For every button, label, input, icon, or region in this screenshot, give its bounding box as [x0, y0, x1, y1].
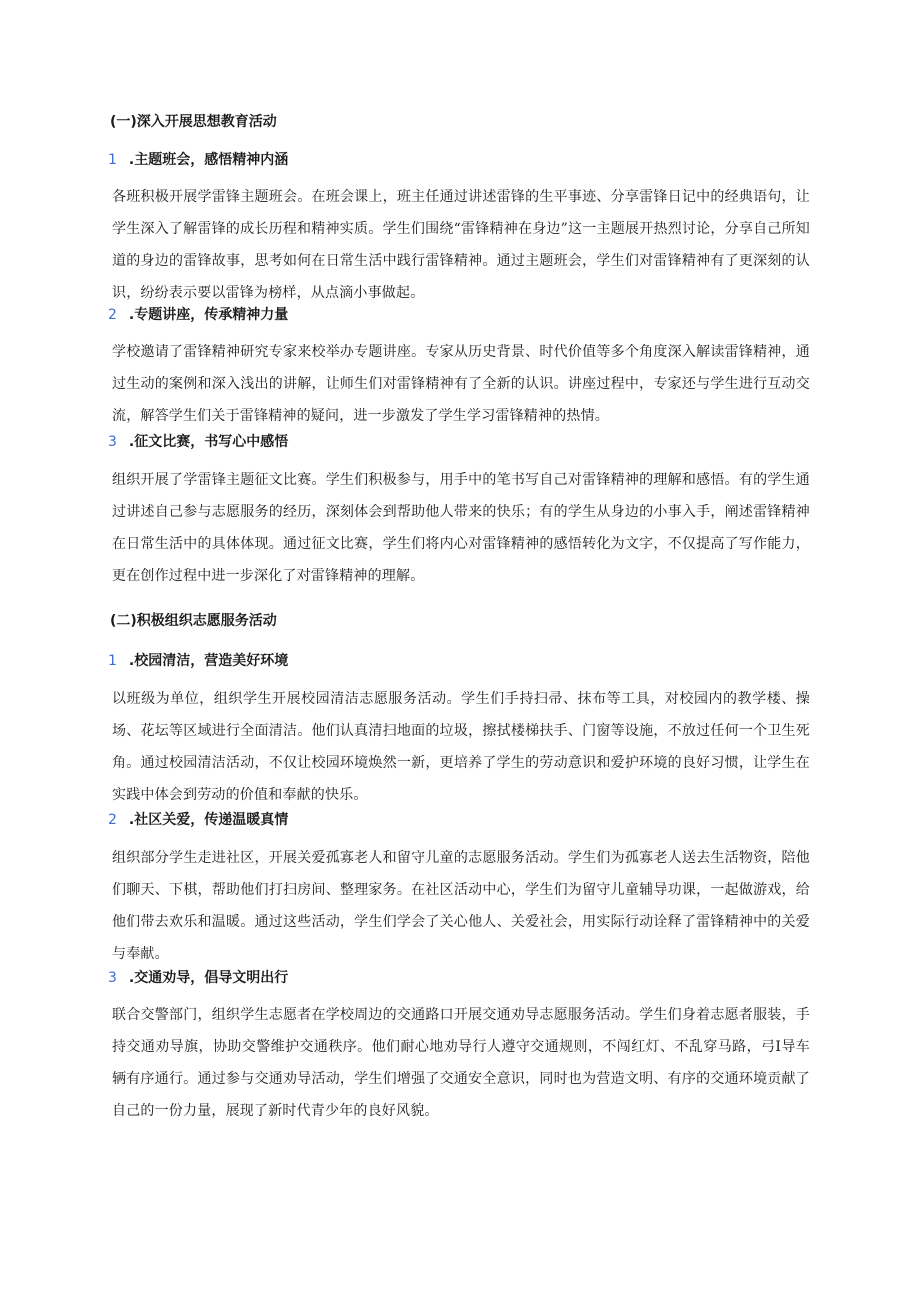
item-number: 2	[108, 812, 117, 828]
item-title: .专题讲座，传承精神力量	[128, 307, 289, 323]
section-title-2: (二)积极组织志愿服务活动	[110, 613, 277, 629]
sub-heading-1-1	[108, 150, 288, 170]
section-title-1: (一)深入开展思想教育活动	[110, 114, 277, 130]
sub-heading-1-3	[108, 432, 288, 452]
item-title: .校园清洁，营造美好环境	[128, 653, 289, 669]
item-number: 3	[108, 434, 117, 450]
paragraph-2-2: 组织部分学生走进社区，开展关爱孤寡老人和留守儿童的志愿服务活动。学生们为孤寡老人送去生活物资，陪他们聊天、下棋，帮助他们打扫房间、整理家务。在社区活动中心，学生们为留守儿童辅导功课，一起做游戏，给他们带去欢乐和温暖。通过这些活动，学生们学会了关心他人、关爱社会，用实际行动诠释了雷锋精神中的关爱与奉献。	[112, 850, 810, 962]
sub-heading-2-2	[108, 810, 288, 830]
sub-heading-2-1	[108, 651, 288, 671]
paragraph-1-2: 学校邀请了雷锋精神研究专家来校举办专题讲座。专家从历史背景、时代价值等多个角度深入解读雷锋精神，通过生动的案例和深入浅出的讲解，让师生们对雷锋精神有了全新的认识。讲座过程中，专家还与学生进行互动交流，解答学生们关于雷锋精神的疑问，进一步激发了学生学习雷锋精神的热情。	[112, 344, 810, 424]
item-title: .主题班会，感悟精神内涵	[128, 152, 289, 168]
item-number: 3	[108, 970, 117, 986]
sub-heading-2-3	[108, 968, 288, 988]
sub-heading-1-2	[108, 305, 288, 325]
item-title: .交通劝导，倡导文明出行	[128, 970, 289, 986]
item-number: 1	[108, 152, 117, 168]
paragraph-2-1: 以班级为单位，组织学生开展校园清洁志愿服务活动。学生们手持扫帚、抹布等工具，对校园内的教学楼、操场、花坛等区域进行全面清洁。他们认真清扫地面的垃圾，擦拭楼梯扶手、门窗等设施，不放过任何一个卫生死角。通过校园清洁活动，不仅让校园环境焕然一新，更培养了学生的劳动意识和爱护环境的良好习惯，让学生在实践中体会到劳动的价值和奉献的快乐。	[112, 691, 810, 803]
item-title: .社区关爱，传递温暖真情	[128, 812, 289, 828]
item-number: 1	[108, 653, 117, 669]
paragraph-2-3: 联合交警部门，组织学生志愿者在学校周边的交通路口开展交通劝导志愿服务活动。学生们身着志愿者服装，手持交通劝导旗，协助交警维护交通秩序。他们耐心地劝导行人遵守交通规则，不闯红灯、不乱穿马路，弓I导车辆有序通行。通过参与交通劝导活动，学生们增强了交通安全意识，同时也为营造文明、有序的交通环境贡献了自己的一份力量，展现了新时代青少年的良好风貌。	[112, 1007, 810, 1119]
paragraph-1-3: 组织开展了学雷锋主题征文比赛。学生们积极参与，用手中的笔书写自己对雷锋精神的理解和感悟。有的学生通过讲述自己参与志愿服务的经历，深刻体会到帮助他人带来的快乐；有的学生从身边的小事入手，阐述雷锋精神在日常生活中的具体体现。通过征文比赛，学生们将内心对雷锋精神的感悟转化为文字，不仅提高了写作能力，更在创作过程中进一步深化了对雷锋精神的理解。	[112, 472, 810, 584]
paragraph-1-1: 各班积极开展学雷锋主题班会。在班会课上，班主任通过讲述雷锋的生平事迹、分享雷锋日记中的经典语句，让学生深入了解雷锋的成长历程和精神实质。学生们围绕“雷锋精神在身边”这一主题展开热烈讨论，分享自己所知道的身边的雷锋故事，思考如何在日常生活中践行雷锋精神。通过主题班会，学生们对雷锋精神有了更深刻的认识，纷纷表示要以雷锋为榜样，从点滴小事做起。	[112, 189, 810, 301]
item-title: .征文比赛，书写心中感悟	[128, 434, 289, 450]
item-number: 2	[108, 307, 117, 323]
